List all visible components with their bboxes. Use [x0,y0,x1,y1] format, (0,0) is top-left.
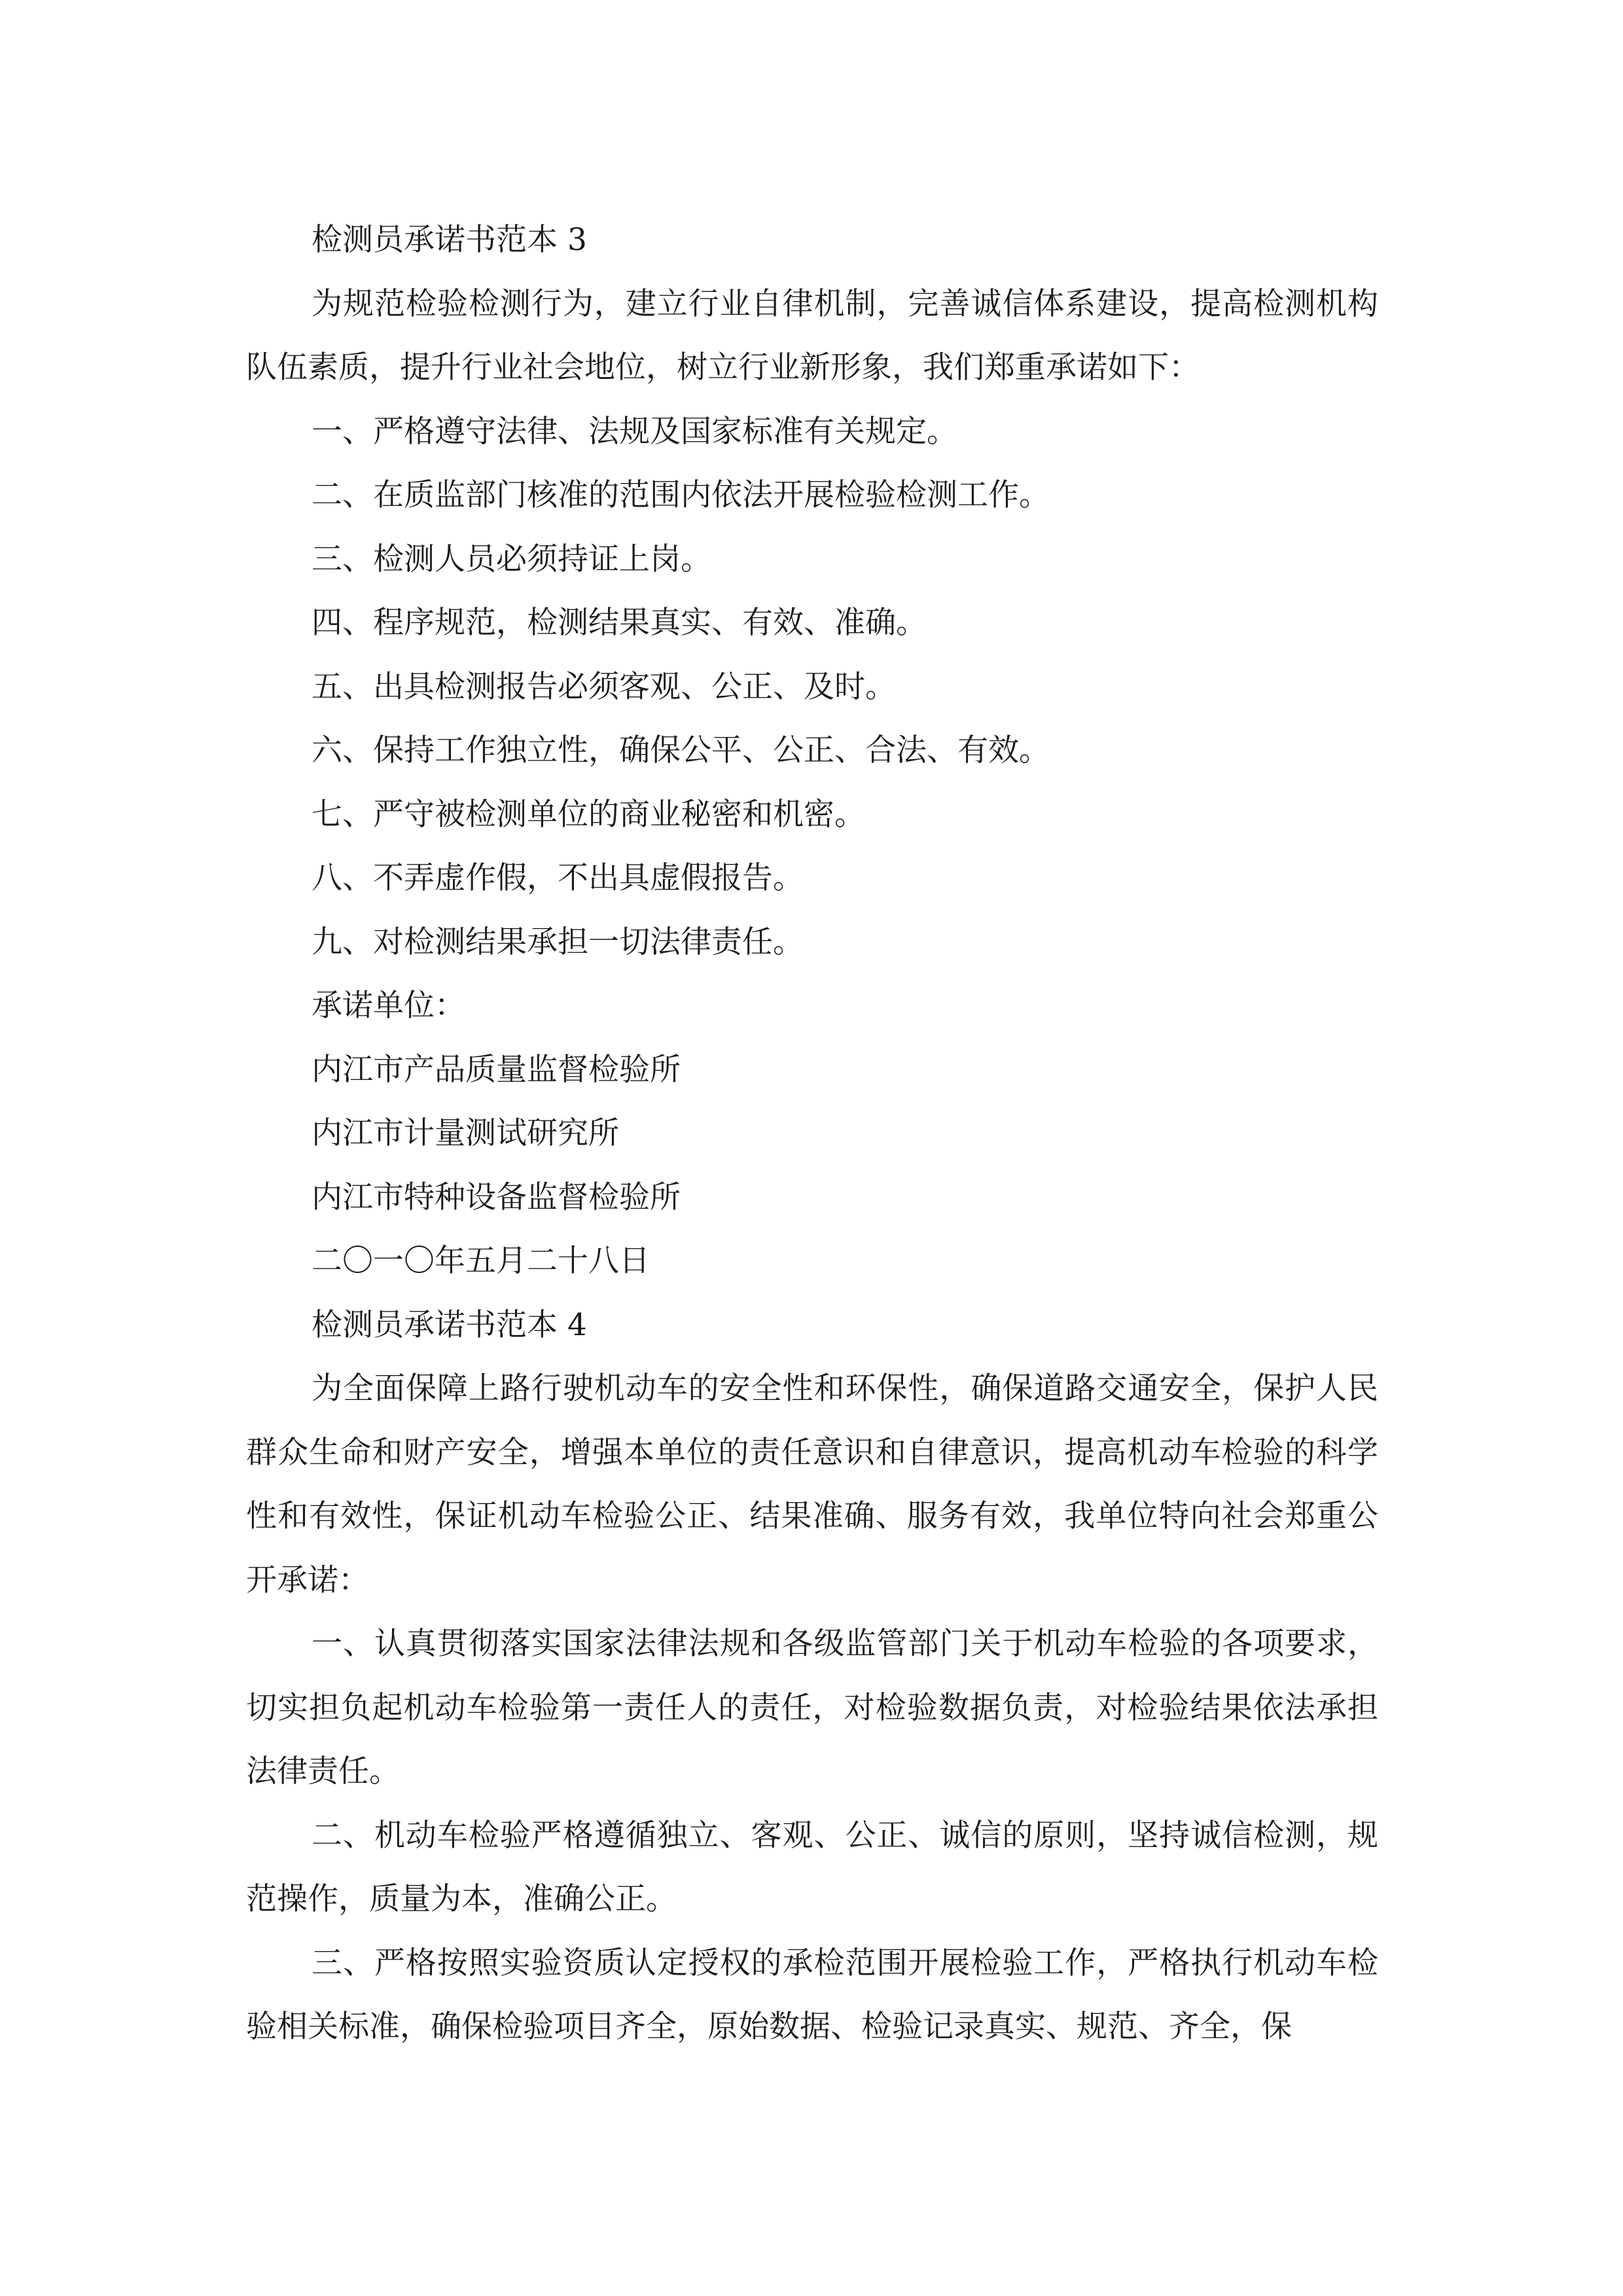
committing-unit: 内江市产品质量监督检验所 [312,1051,681,1088]
commitment-item: 二、在质监部门核准的范围内依法开展检验检测工作。 [312,477,1050,513]
commitment-item: 三、检测人员必须持证上岗。 [312,541,711,577]
section-intro: 为全面保障上路行驶机动车的安全性和环保性，确保道路交通安全，保护人民群众生命和财产安全，增强本单位的责任意识和自律意识，提高机动车检验的科学性和有效性，保证机动车检验公正、结果准确、服务有效，我单位特向社会郑重公开承诺： [246,1371,1378,1598]
commitment-item: 五、出具检测报告必须客观、公正、及时。 [312,668,896,705]
commitment-item: 一、认真贯彻落实国家法律法规和各级监管部门关于机动车检验的各项要求，切实担负起机动车检验第一责任人的责任，对检验数据负责，对检验结果依法承担法律责任。 [246,1626,1378,1789]
signature-date: 二〇一〇年五月二十八日 [312,1243,650,1279]
commitment-item: 九、对检测结果承担一切法律责任。 [312,924,804,960]
commitment-item: 二、机动车检验严格遵循独立、客观、公正、诚信的原则，坚持诚信检测，规范操作，质量为本，准确公正。 [246,1817,1378,1917]
commitment-item: 三、严格按照实验资质认定授权的承检范围开展检验工作，严格执行机动车检验相关标准，确保检验项目齐全，原始数据、检验记录真实、规范、齐全，保 [246,1945,1378,2045]
commitment-item: 六、保持工作独立性，确保公平、公正、合法、有效。 [312,732,1050,768]
units-label: 承诺单位： [312,988,465,1024]
section-intro: 为规范检验检测行为，建立行业自律机制，完善诚信体系建设，提高检测机构队伍素质，提升行业社会地位，树立行业新形象，我们郑重承诺如下： [246,285,1378,386]
section-title: 检测员承诺书范本 4 [312,1306,587,1343]
commitment-item: 一、严格遵守法律、法规及国家标准有关规定。 [312,413,957,450]
committing-unit: 内江市计量测试研究所 [312,1115,619,1151]
document-body [246,208,1378,2059]
commitment-item: 四、程序规范，检测结果真实、有效、准确。 [312,605,927,641]
commitment-item: 七、严守被检测单位的商业秘密和机密。 [312,796,865,833]
commitment-item: 八、不弄虚作假，不出具虚假报告。 [312,860,804,896]
committing-unit: 内江市特种设备监督检验所 [312,1179,681,1215]
section-title: 检测员承诺书范本 3 [312,222,587,258]
